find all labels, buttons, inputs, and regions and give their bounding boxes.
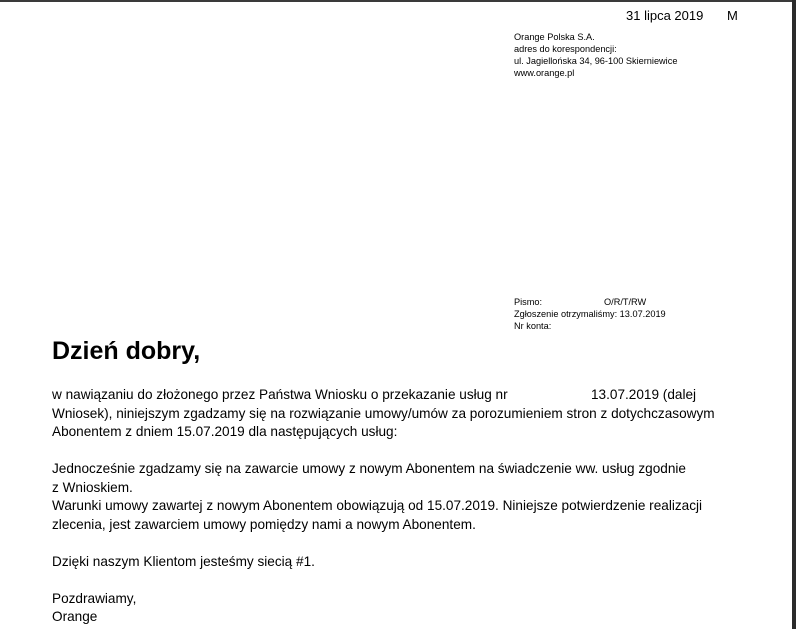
paragraph-gap [52,442,712,461]
paragraph-gap [52,534,712,553]
corner-mark: M [727,8,738,23]
greeting-heading: Dzień dobry, [52,337,201,365]
reference-block [514,296,666,332]
sender-website: www.orange.pl [514,68,575,78]
paragraph-gap [52,571,712,590]
sender-street: ul. Jagiellońska 34, 96-100 Skierniewice [514,56,678,66]
signature-line: Orange [52,609,98,624]
sender-company: Orange Polska S.A. [514,32,595,42]
page-right-border [792,0,796,629]
p2-line4: zlecenia, jest zawarciem umowy pomiędzy nami a nowym Abonentem. [52,516,476,532]
p1-line2: Wniosek), niniejszym zgadzamy się na rozwiązanie umowy/umów za porozumieniem stron z dotychczasowym [52,405,715,421]
letter-date: 31 lipca 2019 [626,8,704,23]
reference-pismo-row [514,296,666,308]
p3-line: Dzięki naszym Klientom jesteśmy siecią #1. [52,553,315,569]
p1-line1-left: w nawiązaniu do złożonego przez Państwa Wniosku o przekazanie usług nr [52,387,508,402]
pismo-value: O/R/T/RW [604,297,647,307]
p1-line1-right: 13.07.2019 (dalej [591,387,697,402]
body-line [52,386,712,405]
reference-nr-konta-row: Nr konta: [514,321,552,331]
p2-line2: z Wnioskiem. [52,479,133,495]
page-top-border [0,0,796,2]
p2-line1: Jednocześnie zgadzamy się na zawarcie umowy z nowym Abonentem na świadczenie ww. usług zgodnie [52,461,686,476]
closing-line: Pozdrawiamy, [52,590,137,606]
letter-body [52,386,715,627]
pismo-label: Pismo: [514,297,543,307]
reference-zgloszenie-row: Zgłoszenie otrzymaliśmy: 13.07.2019 [514,309,666,319]
p2-line3: Warunki umowy zawartej z nowym Abonentem obowiązują od 15.07.2019. Niniejsze potwierdzenie realizacji [52,498,703,513]
sender-address-label: adres do korespondencji: [514,44,617,54]
p1-line3: Abonentem z dniem 15.07.2019 dla następujących usług: [52,424,398,439]
sender-address-block [514,31,677,79]
